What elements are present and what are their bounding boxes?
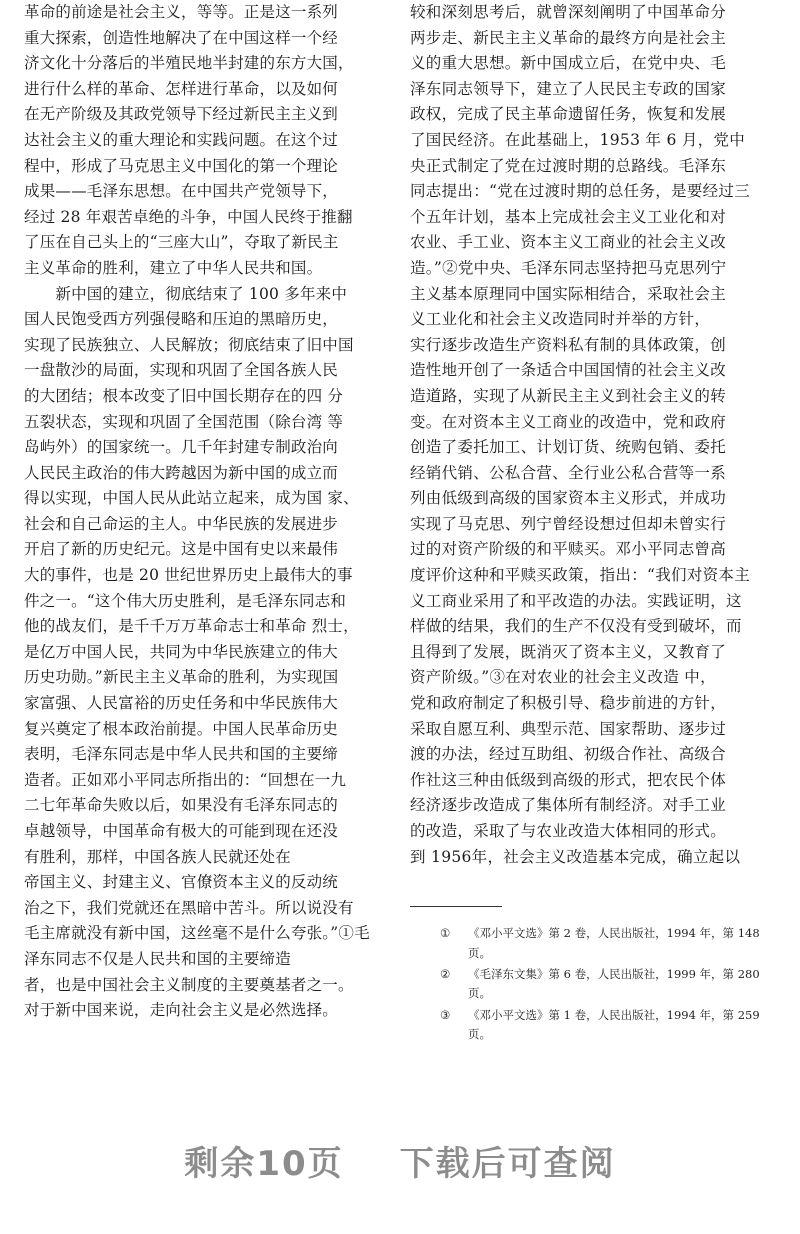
- text-line: 岛屿外）的国家统一。几千年封建专制政治向: [24, 438, 339, 457]
- text-line: 泽东同志不仅是人民共和国的主要缔造: [24, 949, 291, 968]
- text-line: 的改造，采取了与农业改造大体相同的形式。: [410, 822, 727, 840]
- text-line: 样做的结果，我们的生产不仅没有受到破坏，而: [410, 617, 742, 636]
- text-line: 程中，形成了马克思主义中国化的第一个理论: [24, 156, 339, 175]
- text-line: 实现了民族独立、人民解放；彻底结束了旧中国: [24, 335, 354, 354]
- text-line: 毛主席就没有新中国，这丝毫不是什么夸张。”①毛: [24, 924, 370, 943]
- text-line: 义工业化和社会主义改造同时并举的方针，: [410, 310, 711, 329]
- text-line: 较和深刻思考后，就曾深刻阐明了中国革命分: [410, 3, 727, 21]
- text-line: 一盘散沙的局面，实现和巩固了全国各族人民: [24, 361, 339, 380]
- text-line: 造者。正如邓小平同志所指出的：“回想在一九: [24, 770, 347, 789]
- text-line: 复兴奠定了根本政治前提。中国人民革命历史: [24, 719, 339, 738]
- text-line: 资产阶级。”③在对农业的社会主义改造 中，: [410, 668, 716, 687]
- text-line: 列由低级到高级的国家资本主义形式，并成功: [410, 489, 727, 508]
- text-line: 表明，毛泽东同志是中华人民共和国的主要缔: [24, 745, 339, 764]
- text-line: 实现了马克思、列宁曾经设想过但却未曾实行: [410, 514, 727, 533]
- text-line: 有胜利，那样，中国各族人民就还处在: [24, 847, 291, 866]
- text-line: 重大探索，创造性地解决了在中国这样一个经: [24, 28, 339, 47]
- text-line: 农业、手工业、资本主义工商业的社会主义改: [410, 233, 727, 252]
- text-line: 他的战友们，是千千万万革命志士和革命 烈士，: [24, 617, 359, 636]
- text-line: 卓越领导，中国革命有极大的可能到现在还没: [24, 822, 339, 840]
- footnote-mark: ③: [440, 1007, 451, 1022]
- text-line: 实行逐步改造生产资料私有制的具体政策，创: [410, 335, 727, 354]
- text-line: 政权，完成了民主革命遗留任务，恢复和发展: [410, 105, 727, 124]
- text-line: 开启了新的历史纪元。这是中国有史以来最伟: [24, 540, 339, 559]
- text-line: 帝国主义、封建主义、官僚资本主义的反动统: [24, 873, 339, 892]
- text-line: 经销代销、公私合营、全行业公私合营等一系: [410, 463, 727, 482]
- text-line: 泽东同志领导下，建立了人民民主专政的国家: [410, 79, 727, 98]
- text-line: 革命的前途是社会主义，等等。正是这一系列: [24, 3, 339, 21]
- text-line: 新中国的建立，彻底结束了 100 多年来中: [24, 284, 348, 303]
- text-line: 采取自愿互利、典型示范、国家帮助、逐步过: [410, 719, 727, 738]
- text-line: 了压在自己头上的“三座大山”，夺取了新民主: [24, 233, 339, 252]
- text-line: 过的对资产阶级的和平赎买。邓小平同志曾高: [410, 540, 727, 559]
- footnote-mark: ②: [440, 966, 451, 981]
- text-line: 经过 28 年艰苦卓绝的斗争，中国人民终于推翻: [24, 207, 353, 226]
- text-line: 历史功勋。”新民主主义革命的胜利，为实现国: [24, 668, 339, 687]
- text-line: 两步走、新民主主义革命的最终方向是社会主: [410, 28, 727, 47]
- download-banner[interactable]: [0, 1130, 800, 1190]
- left-text-column: [24, 0, 389, 1024]
- text-line: 社会和自己命运的主人。中华民族的发展进步: [24, 514, 339, 533]
- text-line: 成果——毛泽东思想。在中国共产党领导下，: [24, 182, 339, 201]
- text-line: 人民民主政治的伟大跨越因为新中国的成立而: [24, 463, 339, 482]
- text-line: 到 1956年，社会主义改造基本完成，确立起以: [410, 847, 741, 866]
- text-line: 达社会主义的重大理论和实践问题。在这个过: [24, 130, 339, 149]
- text-line: 济文化十分落后的半殖民地半封建的东方大国，: [24, 54, 354, 73]
- text-line: 了国民经济。在此基础上，1953 年 6 月，党中: [410, 130, 746, 149]
- text-line: 进行什么样的革命、怎样进行革命，以及如何: [24, 79, 339, 98]
- text-line: 义工商业采用了和平改造的办法。实践证明，这: [410, 591, 742, 610]
- footnote-text: 《毛泽东文集》第 6 卷，人民出版社，1999 年，第 280 页。: [468, 966, 760, 1001]
- footnotes: [440, 924, 780, 1046]
- text-line: 经济逐步改造成了集体所有制经济。对手工业: [410, 796, 727, 815]
- footnote-3: [440, 1006, 780, 1045]
- text-line: 作社这三种由低级到高级的形式，把农民个体: [410, 770, 727, 789]
- text-line: 变。在对资本主义工商业的改造中，党和政府: [410, 412, 727, 431]
- footnote-1: [440, 924, 780, 963]
- text-line: 者，也是中国社会主义制度的主要奠基者之一。: [24, 975, 354, 994]
- text-line: 度评价这种和平赎买政策，指出：“我们对资本主: [410, 566, 751, 585]
- text-line: 的大团结；根本改变了旧中国长期存在的四 分: [24, 386, 344, 405]
- text-line: 国人民饱受西方列强侵略和压迫的黑暗历史，: [24, 310, 339, 329]
- text-line: 得以实现，中国人民从此站立起来，成为国 家、: [24, 489, 359, 508]
- text-line: 造性地开创了一条适合中国国情的社会主义改: [410, 361, 727, 380]
- text-line: 治之下，我们党就还在黑暗中苦斗。所以说没有: [24, 898, 354, 917]
- text-line: 个五年计划，基本上完成社会主义工业化和对: [410, 207, 727, 226]
- text-line: 渡的办法，经过互助组、初级合作社、高级合: [410, 745, 727, 764]
- footnote-text: 《邓小平文选》第 1 卷，人民出版社，1994 年，第 259 页。: [468, 1007, 760, 1042]
- text-line: 党和政府制定了积极引导、稳步前进的方针，: [410, 694, 727, 713]
- text-line: 主义基本原理同中国实际相结合，采取社会主: [410, 284, 727, 303]
- footnote-mark: ①: [440, 926, 451, 940]
- text-line: 大的事件，也是 20 世纪世界历史上最伟大的事: [24, 566, 353, 585]
- text-line: 造。”②党中央、毛泽东同志坚持把马克思列宁: [410, 258, 727, 277]
- text-line: 二七年革命失败以后，如果没有毛泽东同志的: [24, 796, 339, 815]
- text-line: 是亿万中国人民，共同为中华民族建立的伟大: [24, 642, 339, 661]
- text-line: 件之一。“这个伟大历史胜利，是毛泽东同志和: [24, 591, 347, 610]
- text-line: 且得到了发展，既消灭了资本主义，又教育了: [410, 642, 727, 661]
- text-line: 五裂状态，实现和巩固了全国范围（除台湾 等: [24, 412, 344, 431]
- download-prompt[interactable]: 下载后可查阅: [399, 1143, 616, 1184]
- remaining-pages-label: 剩余10页: [184, 1143, 344, 1184]
- text-line: 主义革命的胜利，建立了中华人民共和国。: [24, 258, 323, 277]
- footnote-2: [440, 965, 780, 1004]
- text-line: 义的重大思想。新中国成立后，在党中央、毛: [410, 54, 727, 73]
- footnote-text: 《邓小平文选》第 2 卷，人民出版社，1994 年，第 148 页。: [468, 926, 760, 960]
- text-line: 央正式制定了党在过渡时期的总路线。毛泽东: [410, 156, 727, 175]
- text-line: 创造了委托加工、计划订货、统购包销、委托: [410, 438, 727, 457]
- footnote-divider: [410, 906, 502, 907]
- text-line: 在无产阶级及其政党领导下经过新民主主义到: [24, 105, 339, 124]
- text-line: 造道路，实现了从新民主主义到社会主义的转: [410, 386, 727, 405]
- text-line: 对于新中国来说，走向社会主义是必然选择。: [24, 1001, 339, 1020]
- text-line: 家富强、人民富裕的历史任务和中华民族伟大: [24, 694, 339, 713]
- right-text-column: [410, 0, 780, 870]
- text-line: 同志提出：“党在过渡时期的总任务，是要经过三: [410, 182, 751, 201]
